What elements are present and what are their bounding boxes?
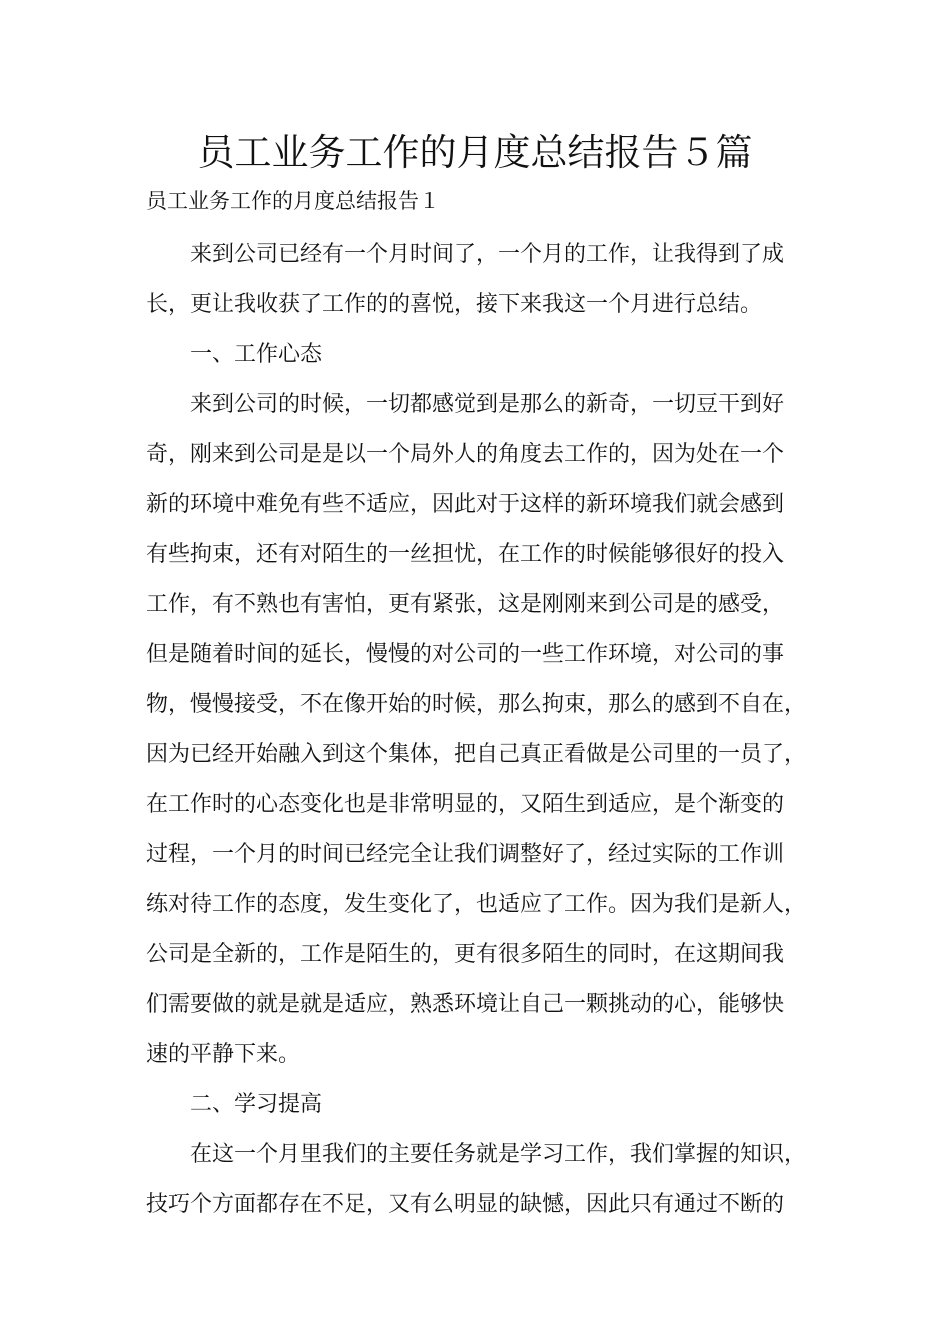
paragraph-line: 公司是全新的，工作是陌生的，更有很多陌生的同时，在这期间我 xyxy=(146,942,785,967)
paragraph-line: 技巧个方面都存在不足，又有么明显的缺憾，因此只有通过不断的 xyxy=(146,1192,785,1217)
paragraph-line: 在工作时的心态变化也是非常明显的，又陌生到适应，是个渐变的 xyxy=(146,792,785,817)
document-body xyxy=(146,230,830,1230)
document-subtitle: 员工业务工作的月度总结报告１ xyxy=(146,189,440,213)
paragraph-line: 来到公司已经有一个月时间了，一个月的工作，让我得到了成 xyxy=(190,242,785,267)
paragraph-line: 有些拘束，还有对陌生的一丝担忧，在工作的时候能够很好的投入 xyxy=(146,542,785,567)
paragraph-line: 速的平静下来。 xyxy=(146,1042,301,1067)
paragraph-line: 因为已经开始融入到这个集体，把自己真正看做是公司里的一员了， xyxy=(146,742,807,767)
document-title: 员工业务工作的月度总结报告５篇 xyxy=(197,131,753,174)
paragraph-line: 来到公司的时候，一切都感觉到是那么的新奇，一切豆干到好 xyxy=(190,392,785,417)
section-heading: 二、学习提高 xyxy=(190,1092,323,1117)
paragraph-line: 新的环境中难免有些不适应，因此对于这样的新环境我们就会感到 xyxy=(146,492,785,517)
paragraph-line: 但是随着时间的延长，慢慢的对公司的一些工作环境，对公司的事 xyxy=(146,642,785,667)
paragraph-line: 物，慢慢接受，不在像开始的时候，那么拘束，那么的感到不自在， xyxy=(146,692,807,717)
paragraph-line: 练对待工作的态度，发生变化了，也适应了工作。因为我们是新人， xyxy=(146,892,807,917)
paragraph-line: 长，更让我收获了工作的的喜悦，接下来我这一个月进行总结。 xyxy=(146,292,763,317)
paragraph-line: 们需要做的就是就是适应，熟悉环境让自己一颗挑动的心，能够快 xyxy=(146,992,785,1017)
paragraph-line: 奇，刚来到公司是是以一个局外人的角度去工作的，因为处在一个 xyxy=(146,442,785,467)
paragraph-line: 过程，一个月的时间已经完全让我们调整好了，经过实际的工作训 xyxy=(146,842,785,867)
paragraph-line: 在这一个月里我们的主要任务就是学习工作，我们掌握的知识， xyxy=(190,1142,807,1167)
paragraph-line: 工作，有不熟也有害怕，更有紧张，这是刚刚来到公司是的感受， xyxy=(146,592,785,617)
section-heading: 一、工作心态 xyxy=(190,342,323,367)
